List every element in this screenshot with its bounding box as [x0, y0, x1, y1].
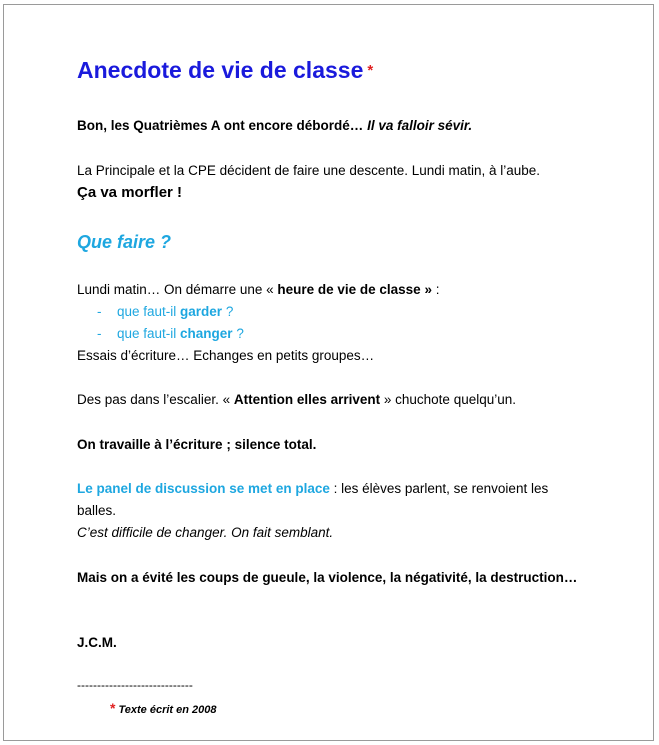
paragraph-balles: balles.: [77, 503, 117, 518]
paragraph-panel: [77, 478, 548, 499]
escalier-before: Des pas dans l’escalier. «: [77, 392, 234, 407]
bullet-changer-after: ?: [232, 326, 244, 341]
bullet-changer-before: que faut-il: [117, 326, 181, 341]
footnote-marker: *: [110, 700, 116, 716]
paragraph-essais: Essais d’écriture… Echanges en petits groupes…: [77, 348, 375, 363]
escalier-after: » chuchote quelqu’un.: [380, 392, 516, 407]
bullet-dash: -: [97, 304, 102, 319]
intro-bold-text: Bon, les Quatrièmes A ont encore débordé…: [77, 118, 364, 133]
document-page: [3, 4, 654, 741]
paragraph-descente: La Principale et la CPE décident de faire une descente. Lundi matin, à l’aube.: [77, 163, 541, 178]
vie-classe-after: :: [431, 282, 440, 297]
panel-blue-text: Le panel de discussion se met en place: [77, 481, 330, 496]
paragraph-vie-de-classe: [77, 279, 439, 300]
section-heading: Que faire ?: [77, 232, 172, 252]
title-footnote-marker: *: [367, 62, 374, 79]
paragraph-morfler: Ça va morfler !: [77, 184, 183, 201]
vie-classe-bold: heure de vie de classe »: [277, 282, 432, 297]
signature: J.C.M.: [77, 635, 117, 650]
panel-rest-text: : les élèves parlent, se renvoient les: [329, 481, 549, 496]
footnote-separator: -----------------------------: [77, 678, 193, 692]
document-title: [77, 55, 373, 86]
vie-classe-before: Lundi matin… On démarre une «: [77, 282, 278, 297]
intro-italic-text: Il va falloir sévir.: [367, 118, 473, 133]
title-text: Anecdote de vie de classe: [77, 57, 364, 83]
bullet-changer-bold: changer: [180, 326, 233, 341]
footnote: [110, 698, 217, 721]
bullet-item-garder: [97, 301, 233, 322]
footnote-text: Texte écrit en 2008: [118, 704, 217, 716]
paragraph-difficile: C’est difficile de changer. On fait semblant.: [77, 525, 334, 540]
escalier-bold: Attention elles arrivent: [233, 392, 381, 407]
bullet-garder-before: que faut-il: [117, 304, 181, 319]
bullet-item-changer: [97, 323, 244, 344]
paragraph-escalier: [77, 389, 516, 410]
bullet-garder-bold: garder: [180, 304, 223, 319]
paragraph-conclusion: Mais on a évité les coups de gueule, la violence, la négativité, la destruction…: [77, 570, 578, 585]
paragraph-intro: [77, 115, 472, 136]
bullet-garder-after: ?: [222, 304, 234, 319]
paragraph-silence: On travaille à l’écriture ; silence total.: [77, 437, 317, 452]
bullet-dash: -: [97, 326, 102, 341]
